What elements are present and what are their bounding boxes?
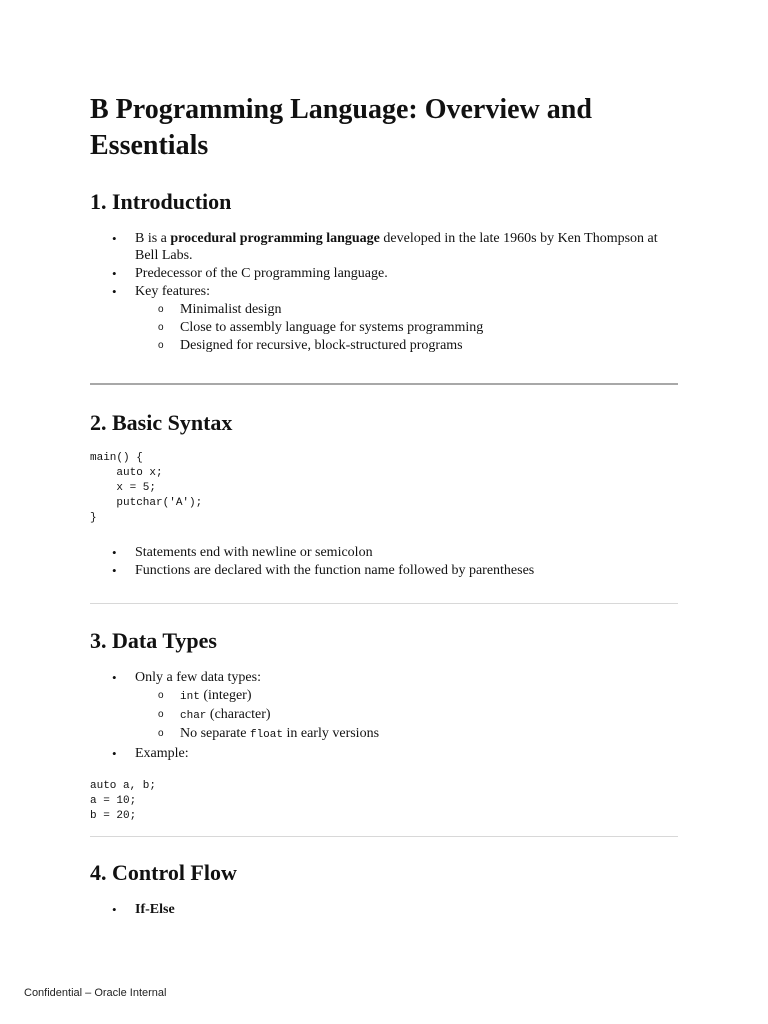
if-else-label: If-Else — [135, 902, 175, 917]
intro-item1-prefix: B is a — [135, 231, 171, 246]
section-heading-basic-syntax: 2. Basic Syntax — [90, 410, 233, 435]
list-item: o Minimalist design — [135, 301, 678, 319]
section-heading-control-flow: 4. Control Flow — [90, 860, 237, 885]
intro-item1-suffix: developed in the late 1960s by Ken Thompson at Bell Labs. — [135, 231, 658, 263]
list-item: • Example: — [90, 745, 678, 762]
key-features-label: Key features: — [135, 284, 211, 299]
list-item — [135, 687, 678, 706]
float-note-prefix: No separate — [180, 726, 250, 741]
types-sublist — [135, 687, 678, 744]
list-item — [90, 283, 678, 355]
features-sublist — [135, 301, 678, 355]
section-divider — [90, 836, 678, 837]
document-title: B Programming Language: Overview and Essentials — [90, 94, 592, 161]
section-divider — [90, 383, 678, 385]
data-types-label: Only a few data types: — [135, 670, 261, 685]
section-heading-introduction: 1. Introduction — [90, 189, 232, 214]
section-divider — [90, 603, 678, 604]
list-item: • Functions are declared with the function name followed by parentheses — [90, 562, 678, 579]
intro-list — [90, 230, 678, 355]
types-list — [90, 669, 678, 762]
code-block-main: main() { auto x; x = 5; putchar('A'); } — [90, 452, 203, 524]
syntax-list — [90, 544, 678, 579]
code-block-example: auto a, b; a = 10; b = 20; — [90, 780, 157, 822]
char-description: (character) — [206, 707, 271, 722]
list-item — [90, 669, 678, 744]
section-heading-data-types: 3. Data Types — [90, 628, 217, 653]
list-item — [90, 230, 678, 264]
confidential-footer: Confidential – Oracle Internal — [24, 987, 167, 999]
inline-code-float: float — [249, 729, 283, 741]
document-page — [90, 92, 678, 919]
list-item — [135, 706, 678, 725]
list-item — [135, 725, 678, 744]
list-item: • Predecessor of the C programming language. — [90, 265, 678, 282]
float-note-suffix: in early versions — [282, 726, 380, 741]
list-item: o Designed for recursive, block-structured programs — [135, 337, 678, 355]
list-item: o Close to assembly language for systems programming — [135, 319, 678, 337]
list-item: • Statements end with newline or semicolon — [90, 544, 678, 561]
list-item — [90, 901, 678, 918]
intro-item1-bold: procedural programming language — [170, 231, 380, 246]
int-description: (integer) — [199, 688, 252, 703]
inline-code-char: char — [180, 710, 207, 722]
control-list — [90, 901, 678, 918]
inline-code-int: int — [180, 691, 200, 703]
